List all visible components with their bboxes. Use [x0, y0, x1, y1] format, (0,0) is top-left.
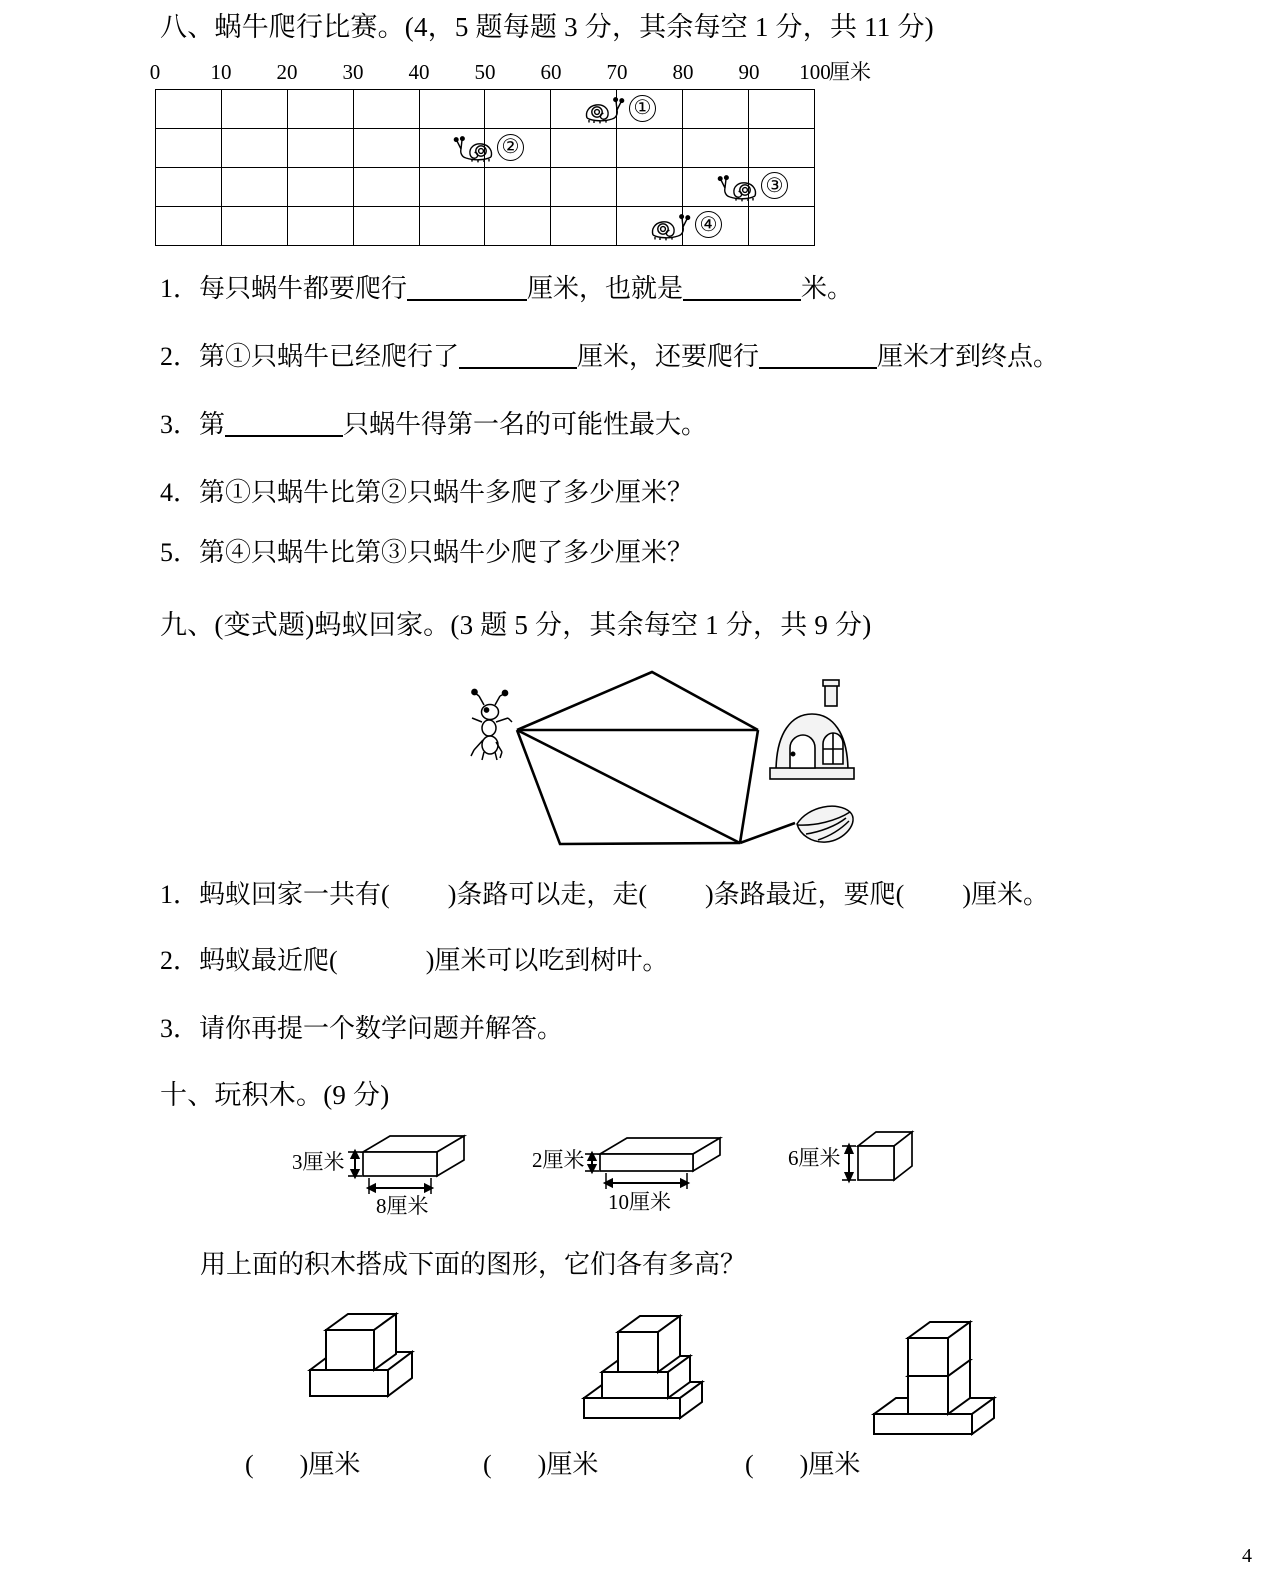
answer-blank-1b[interactable] — [683, 275, 801, 301]
question-text-b: )条路可以走，走( — [447, 880, 648, 909]
question-text: 请你再提一个数学问题并解答。 — [199, 1014, 564, 1043]
race-grid-cell — [419, 168, 485, 207]
question-number: 2． — [160, 946, 200, 975]
stack-answer-3 — [745, 1448, 860, 1482]
question-text-a: 蚂蚁最近爬( — [199, 946, 338, 975]
race-grid-cell — [287, 168, 353, 207]
question-text-b: 厘米，还要爬行 — [577, 342, 760, 371]
question-number: 3． — [160, 410, 200, 439]
answer-open-paren: ( — [245, 1450, 254, 1479]
question-text: 第④只蜗牛比第③只蜗牛少爬了多少厘米？ — [199, 538, 694, 567]
question-text-a: 第 — [199, 410, 226, 439]
question-text-b: 厘米，也就是 — [527, 274, 684, 303]
ruler-tick-40: 40 — [408, 60, 430, 84]
race-grid-cell — [551, 168, 617, 207]
race-grid-cell — [353, 207, 419, 246]
question-text-a: 每只蜗牛都要爬行 — [199, 274, 408, 303]
question-number: 3． — [160, 1014, 200, 1043]
section-9-heading: 九、(变式题)蚂蚁回家。(3 题 5 分，其余每空 1 分，共 9 分) — [160, 610, 872, 640]
section-8-heading: 八、蜗牛爬行比赛。(4，5 题每题 3 分，其余每空 1 分，共 11 分) — [160, 12, 934, 42]
race-grid-cell — [683, 90, 749, 129]
answer-close-unit: )厘米 — [537, 1450, 599, 1479]
question-text-c: )条路最近，要爬( — [705, 880, 905, 909]
race-grid-cell — [617, 129, 683, 168]
race-grid-cell — [749, 129, 815, 168]
question-text-b: )厘米可以吃到树叶。 — [425, 946, 669, 975]
question-text-b: 只蜗牛得第一名的可能性最大。 — [343, 410, 708, 439]
question-number: 1． — [160, 880, 200, 909]
ruler-tick-100: 100 — [799, 60, 831, 84]
block-3-height-label: 6厘米 — [788, 1146, 841, 1170]
stack-figure-1 — [290, 1300, 450, 1450]
section-10-heading: 十、玩积木。(9 分) — [160, 1080, 390, 1110]
race-grid-cell — [156, 168, 222, 207]
stack-1-drawing — [290, 1300, 450, 1445]
blocks-dimension-row — [292, 1122, 980, 1222]
section9-question-2 — [160, 944, 668, 978]
block-2 — [532, 1122, 780, 1227]
race-grid-cell — [156, 129, 222, 168]
stack-figure-3 — [860, 1300, 1040, 1465]
ruler-tick-0: 0 — [149, 60, 161, 84]
race-grid-cell — [749, 90, 815, 129]
race-grid-cell — [353, 129, 419, 168]
section8-question-5 — [160, 536, 693, 570]
question-text: 第①只蜗牛比第②只蜗牛多爬了多少厘米？ — [199, 478, 694, 507]
section8-question-4 — [160, 476, 693, 510]
ruler-tick-90: 90 — [738, 60, 760, 84]
path-top-route — [517, 672, 758, 730]
race-grid-cell — [551, 129, 617, 168]
race-grid-cell — [683, 129, 749, 168]
race-grid-cell — [749, 207, 815, 246]
snail-number-badge: ④ — [695, 211, 722, 238]
race-grid-cell — [221, 90, 287, 129]
race-grid-cell — [156, 90, 222, 129]
path-diagonal-route — [517, 730, 740, 843]
race-grid-table — [155, 89, 815, 246]
house-icon — [770, 680, 854, 779]
ruler-tick-10: 10 — [210, 60, 232, 84]
race-grid-cell — [419, 207, 485, 246]
race-grid-cell — [485, 90, 551, 129]
race-grid-cell — [551, 90, 617, 129]
ruler-tick-80: 80 — [672, 60, 694, 84]
snail-race-figure — [149, 60, 871, 244]
race-grid — [155, 89, 815, 244]
block-2-height-label: 2厘米 — [532, 1148, 585, 1172]
block-3-drawing — [828, 1122, 988, 1222]
block-2-width-label-value: 10厘米 — [608, 1190, 671, 1214]
answer-blank-1a[interactable] — [407, 275, 527, 301]
question-text-d: )厘米。 — [962, 880, 1050, 909]
race-grid-cell — [683, 168, 749, 207]
question-text-c: 米。 — [801, 274, 854, 303]
race-grid-cell — [287, 207, 353, 246]
answer-open-paren: ( — [483, 1450, 492, 1479]
race-grid-row — [156, 207, 815, 246]
ant-icon — [471, 689, 512, 760]
leaf-icon — [797, 806, 853, 842]
ruler-scale — [149, 60, 871, 86]
answer-close-unit: )厘米 — [799, 1450, 861, 1479]
section8-question-1 — [160, 272, 853, 306]
answer-open-paren: ( — [745, 1450, 754, 1479]
block-3 — [788, 1122, 988, 1227]
block-1-width-label: 8厘米 — [376, 1194, 429, 1218]
ant-path-diagram — [440, 660, 870, 865]
race-grid-row — [156, 90, 815, 129]
page-number: 4 — [1242, 1545, 1252, 1567]
race-grid-cell — [551, 207, 617, 246]
stack-answers-row — [245, 1448, 985, 1488]
race-grid-cell — [683, 207, 749, 246]
answer-close-unit: )厘米 — [299, 1450, 361, 1479]
snail-number-badge: ① — [629, 95, 656, 122]
race-grid-cell — [617, 90, 683, 129]
ruler-unit-label: 厘米 — [829, 60, 871, 84]
race-grid-row — [156, 168, 815, 207]
race-grid-cell — [287, 129, 353, 168]
race-grid-cell — [485, 168, 551, 207]
block-stacks-row — [270, 1300, 1010, 1450]
snail-number-badge: ③ — [761, 172, 788, 199]
race-grid-cell — [617, 207, 683, 246]
race-grid-cell — [419, 90, 485, 129]
stack-figure-2 — [570, 1300, 750, 1455]
question-number: 5． — [160, 538, 200, 567]
answer-blank-3a[interactable] — [225, 411, 343, 437]
section9-question-3 — [160, 1012, 563, 1046]
race-grid-cell — [485, 207, 551, 246]
path-right-side — [740, 730, 758, 843]
question-number: 1． — [160, 274, 200, 303]
race-grid-cell — [353, 168, 419, 207]
block-1-height-label: 3厘米 — [292, 1150, 345, 1174]
section10-instruction: 用上面的积木搭成下面的图形，它们各有多高？ — [200, 1250, 747, 1279]
stack-2-drawing — [570, 1300, 750, 1450]
section8-question-3 — [160, 408, 707, 442]
block-1-drawing — [340, 1122, 540, 1222]
ruler-tick-20: 20 — [276, 60, 298, 84]
race-grid-cell — [485, 129, 551, 168]
section8-question-2 — [160, 340, 1059, 374]
path-leaf-connector — [740, 823, 795, 843]
section9-question-1 — [160, 878, 1049, 912]
ruler-tick-60: 60 — [540, 60, 562, 84]
question-text-a: 蚂蚁回家一共有( — [199, 880, 390, 909]
question-text-a: 第①只蜗牛已经爬行了 — [199, 342, 460, 371]
ruler-tick-30: 30 — [342, 60, 364, 84]
question-number: 2． — [160, 342, 200, 371]
answer-blank-2a[interactable] — [459, 343, 577, 369]
ant-path-figure — [440, 660, 870, 865]
race-grid-cell — [156, 207, 222, 246]
question-text-c: 厘米才到终点。 — [877, 342, 1060, 371]
stack-answer-1 — [245, 1448, 360, 1482]
block-1 — [292, 1122, 540, 1227]
question-number: 4． — [160, 478, 200, 507]
race-grid-cell — [221, 129, 287, 168]
ruler-tick-70: 70 — [606, 60, 628, 84]
answer-blank-2b[interactable] — [759, 343, 877, 369]
race-grid-cell — [353, 90, 419, 129]
ruler-tick-50: 50 — [474, 60, 496, 84]
race-grid-cell — [617, 168, 683, 207]
race-grid-cell — [419, 129, 485, 168]
race-grid-row — [156, 129, 815, 168]
stack-answer-2 — [483, 1448, 598, 1482]
stack-3-drawing — [860, 1300, 1040, 1460]
race-grid-cell — [221, 168, 287, 207]
snail-number-badge: ② — [497, 134, 524, 161]
race-grid-cell — [221, 207, 287, 246]
race-grid-cell — [749, 168, 815, 207]
race-grid-cell — [287, 90, 353, 129]
